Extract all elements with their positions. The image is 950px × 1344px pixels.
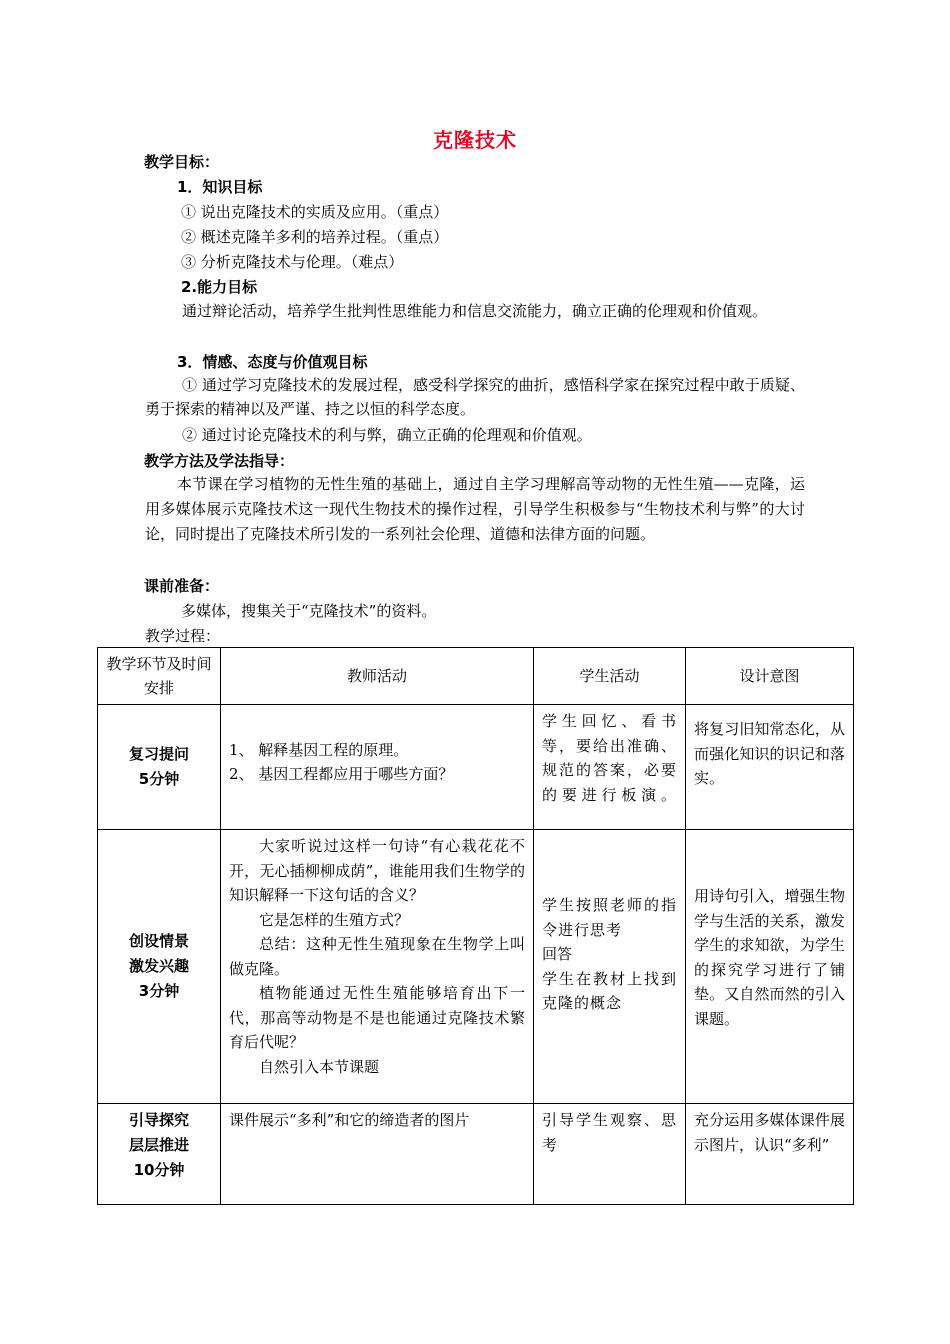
student-cell: 学生回忆、看书等，要给出准确、规范的答案，必要的要进行板演。 — [534, 705, 686, 830]
teacher-cell: 大家听说过这样一句诗“有心栽花花不开，无心插柳柳成荫”，谁能用我们生物学的知识解释一下这句话的含义？ 它是怎样的生殖方式？ 总结：这种无性生殖现象在生物学上叫做克隆。 植物能通过无性生殖能够培育出下一代，那高等动物是不是也能通过克隆技术繁育后代呢？ 自然引入本节课题 — [221, 830, 534, 1104]
table-row — [98, 1104, 854, 1205]
table-row — [98, 830, 854, 1104]
student-cell: 学生按照老师的指令进行思考 回答 学生在教材上找到克隆的概念 — [534, 830, 686, 1104]
knowledge-item: ③ 分析克隆技术与伦理。（难点） — [181, 253, 404, 271]
ability-text: 通过辩论活动，培养学生批判性思维能力和信息交流能力，确立正确的伦理观和价值观。 — [182, 302, 768, 320]
emotion-item: ① 通过学习克隆技术的发展过程，感受科学探究的曲折，感悟科学家在探究过程中敢于质疑、勇于探索的精神以及严谨、持之以恒的科学态度。 — [145, 376, 805, 418]
intent-cell: 用诗句引入，增强生物学与生活的关系，激发学生的求知欲，为学生的探究学习进行了铺垫。又自然而然的引入课题。 — [686, 830, 854, 1104]
column-header: 设计意图 — [686, 648, 854, 705]
page-title: 克隆技术 — [433, 128, 517, 152]
stage-cell: 创设情景 激发兴趣 3分钟 — [98, 830, 221, 1104]
knowledge-item: ① 说出克隆技术的实质及应用。（重点） — [181, 203, 449, 221]
knowledge-item: ② 概述克隆羊多利的培养过程。（重点） — [181, 228, 449, 246]
objectives-heading: 教学目标： — [144, 153, 220, 171]
preparation-heading: 课前准备： — [144, 577, 220, 595]
table-header-row — [98, 648, 854, 705]
stage-cell: 引导探究 层层推进 10分钟 — [98, 1104, 221, 1205]
teacher-cell: 课件展示“多利”和它的缔造者的图片 — [221, 1104, 534, 1205]
column-header: 教师活动 — [221, 648, 534, 705]
intent-cell: 将复习旧知常态化，从而强化知识的识记和落实。 — [686, 705, 854, 830]
intent-cell: 充分运用多媒体课件展示图片，认识“多利” — [686, 1104, 854, 1205]
emotion-item: ② 通过讨论克隆技术的利与弊，确立正确的伦理观和价值观。 — [182, 426, 592, 444]
emotion-heading: 3．情感、态度与价值观目标 — [177, 353, 368, 371]
methods-heading: 教学方法及学法指导： — [144, 452, 295, 470]
table-row — [98, 705, 854, 830]
process-table — [97, 647, 854, 1205]
teacher-cell: 1、 解释基因工程的原理。 2、 基因工程都应用于哪些方面？ — [221, 705, 534, 830]
stage-cell: 复习提问 5分钟 — [98, 705, 221, 830]
preparation-text: 多媒体，搜集关于“克隆技术”的资料。 — [181, 602, 437, 620]
methods-text: 本节课在学习植物的无性生殖的基础上，通过自主学习理解高等动物的无性生殖——克隆，运用多媒体展示克隆技术这一现代生物技术的操作过程，引导学生积极参与“生物技术利与弊”的大讨论，同时提出了克隆技术所引发的一系列社会伦理、道德和法律方面的问题。 — [145, 475, 805, 543]
ability-heading: 2.能力目标 — [181, 278, 258, 296]
column-header: 学生活动 — [534, 648, 686, 705]
process-heading: 教学过程： — [145, 627, 221, 645]
student-cell: 引导学生观察、思考 — [534, 1104, 686, 1205]
column-header: 教学环节及时间安排 — [98, 648, 221, 705]
knowledge-heading: 1．知识目标 — [177, 178, 263, 196]
